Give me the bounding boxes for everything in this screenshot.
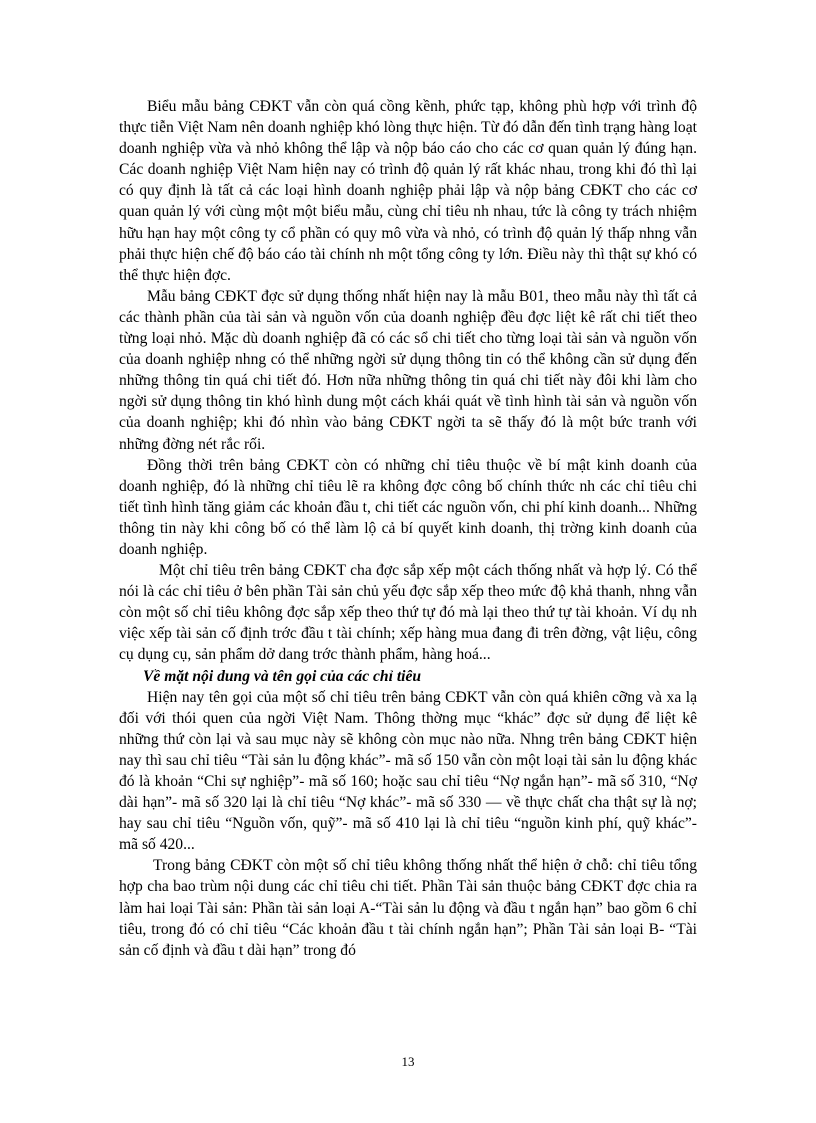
section-heading: Về mặt nội dung và tên gọi của các chỉ tiêu bbox=[143, 667, 422, 685]
paragraph: Một chỉ tiêu trên bảng CĐKT cha đợc sắp xếp một cách thống nhất và hợp lý. Có thể nói là các chỉ tiêu ở bên phần Tài sản chủ yếu đợc sắp xếp theo mức độ khả thanh, nhng vẫn còn một số chỉ tiêu không đợc sắp xếp theo thứ tự đó mà lại theo thứ tự tài khoản. Ví dụ nh việc xếp tài sản cố định trớc đầu t tài chính; xếp hàng mua đang đi trên đờng, vật liệu, công cụ dụng cụ, sản phẩm dở dang trớc thành phẩm, hàng hoá... bbox=[119, 562, 697, 664]
document-body bbox=[119, 96, 697, 961]
paragraph: Trong bảng CĐKT còn một số chỉ tiêu không thống nhất thể hiện ở chỗ: chỉ tiêu tổng hợp cha bao trùm nội dung các chỉ tiêu chi tiết. Phần Tài sản thuộc bảng CĐKT đợc chia ra làm hai loại Tài sản: Phần tài sản loại A-“Tài sản lu động và đầu t ngắn hạn” bao gồm 6 chỉ tiêu, trong đó có chỉ tiêu “Các khoản đầu t tài chính ngắn hạn”; Phần Tài sản loại B- “Tài sản cố định và đầu t dài hạn” trong đó bbox=[119, 857, 697, 959]
paragraph: Hiện nay tên gọi của một số chỉ tiêu trên bảng CĐKT vẫn còn quá khiên cỡng và xa lạ đối với thói quen của ngời Việt Nam. Thông thờng mục “khác” đợc sử dụng để liệt kê những thứ còn lại và sau mục này sẽ không còn mục nào nữa. Nhng trên bảng CĐKT hiện nay thì sau chỉ tiêu “Tài sản lu động khác”- mã số 150 vẫn còn một loại tài sản lu động khác đó là khoản “Chi sự nghiệp”- mã số 160; hoặc sau chỉ tiêu “Nợ ngắn hạn”- mã số 310, “Nợ dài hạn”- mã số 320 lại là chỉ tiêu “Nợ khác”- mã số 330 — về thực chất cha thật sự là nợ; hay sau chỉ tiêu “Nguồn vốn, quỹ”- mã số 410 lại là chỉ tiêu “nguồn kinh phí, quỹ khác”- mã số 420... bbox=[119, 688, 697, 854]
paragraph: Mẫu bảng CĐKT đợc sử dụng thống nhất hiện nay là mẫu B01, theo mẫu này thì tất cả các thành phần của tài sản và nguồn vốn của doanh nghiệp đều đợc liệt kê rất chi tiết theo từng loại nhỏ. Mặc dù doanh nghiệp đã có các sổ chi tiết cho từng loại tài sản và nguồn vốn của doanh nghiệp nhng có thể những ngời sử dụng thông tin có thể không cần sử dụng đến những thông tin quá chi tiết đó. Hơn nữa những thông tin quá chi tiết này đôi khi làm cho ngời sử dụng thông tin khó hình dung một cách khái quát về tình hình tài sản và nguồn vốn của doanh nghiệp; khi đó nhìn vào bảng CĐKT ngời ta sẽ thấy đó là một bức tranh với những đờng nét rắc rối. bbox=[119, 287, 697, 453]
paragraph: Đồng thời trên bảng CĐKT còn có những chỉ tiêu thuộc về bí mật kinh doanh của doanh nghiệp, đó là những chỉ tiêu lẽ ra không đợc công bố chính thức nh các chỉ tiêu chi tiết tình hình tăng giảm các khoản đầu t, chi tiết các nguồn vốn, chi phí kinh doanh... Những thông tin này khi công bố có thể làm lộ cả bí quyết kinh doanh, thị trờng kinh doanh của doanh nghiệp. bbox=[119, 456, 697, 558]
paragraph: Biểu mẫu bảng CĐKT vẫn còn quá cồng kềnh, phức tạp, không phù hợp với trình độ thực tiễn Việt Nam nên doanh nghiệp khó lòng thực hiện. Từ đó dẫn đến tình trạng hàng loạt doanh nghiệp vừa và nhỏ không thể lập và nộp báo cáo cho các cơ quan quản lý đúng hạn. Các doanh nghiệp Việt Nam hiện nay có trình độ quản lý rất khác nhau, trong khi đó thì lại có quy định là tất cả các loại hình doanh nghiệp phải lập và nộp bảng CĐKT cho các cơ quan quản lý với cùng một một biểu mẫu, cùng chỉ tiêu nh nhau, tức là công ty trách nhiệm hữu hạn hay một công ty cổ phần có quy mô vừa và nhỏ, có trình độ quản lý thấp nhng vẫn phải thực hiện chế độ báo cáo tài chính nh một tổng công ty lớn. Điều này thì thật sự khó có thể thực hiện đợc. bbox=[119, 98, 697, 284]
page-number: 13 bbox=[401, 1054, 415, 1069]
